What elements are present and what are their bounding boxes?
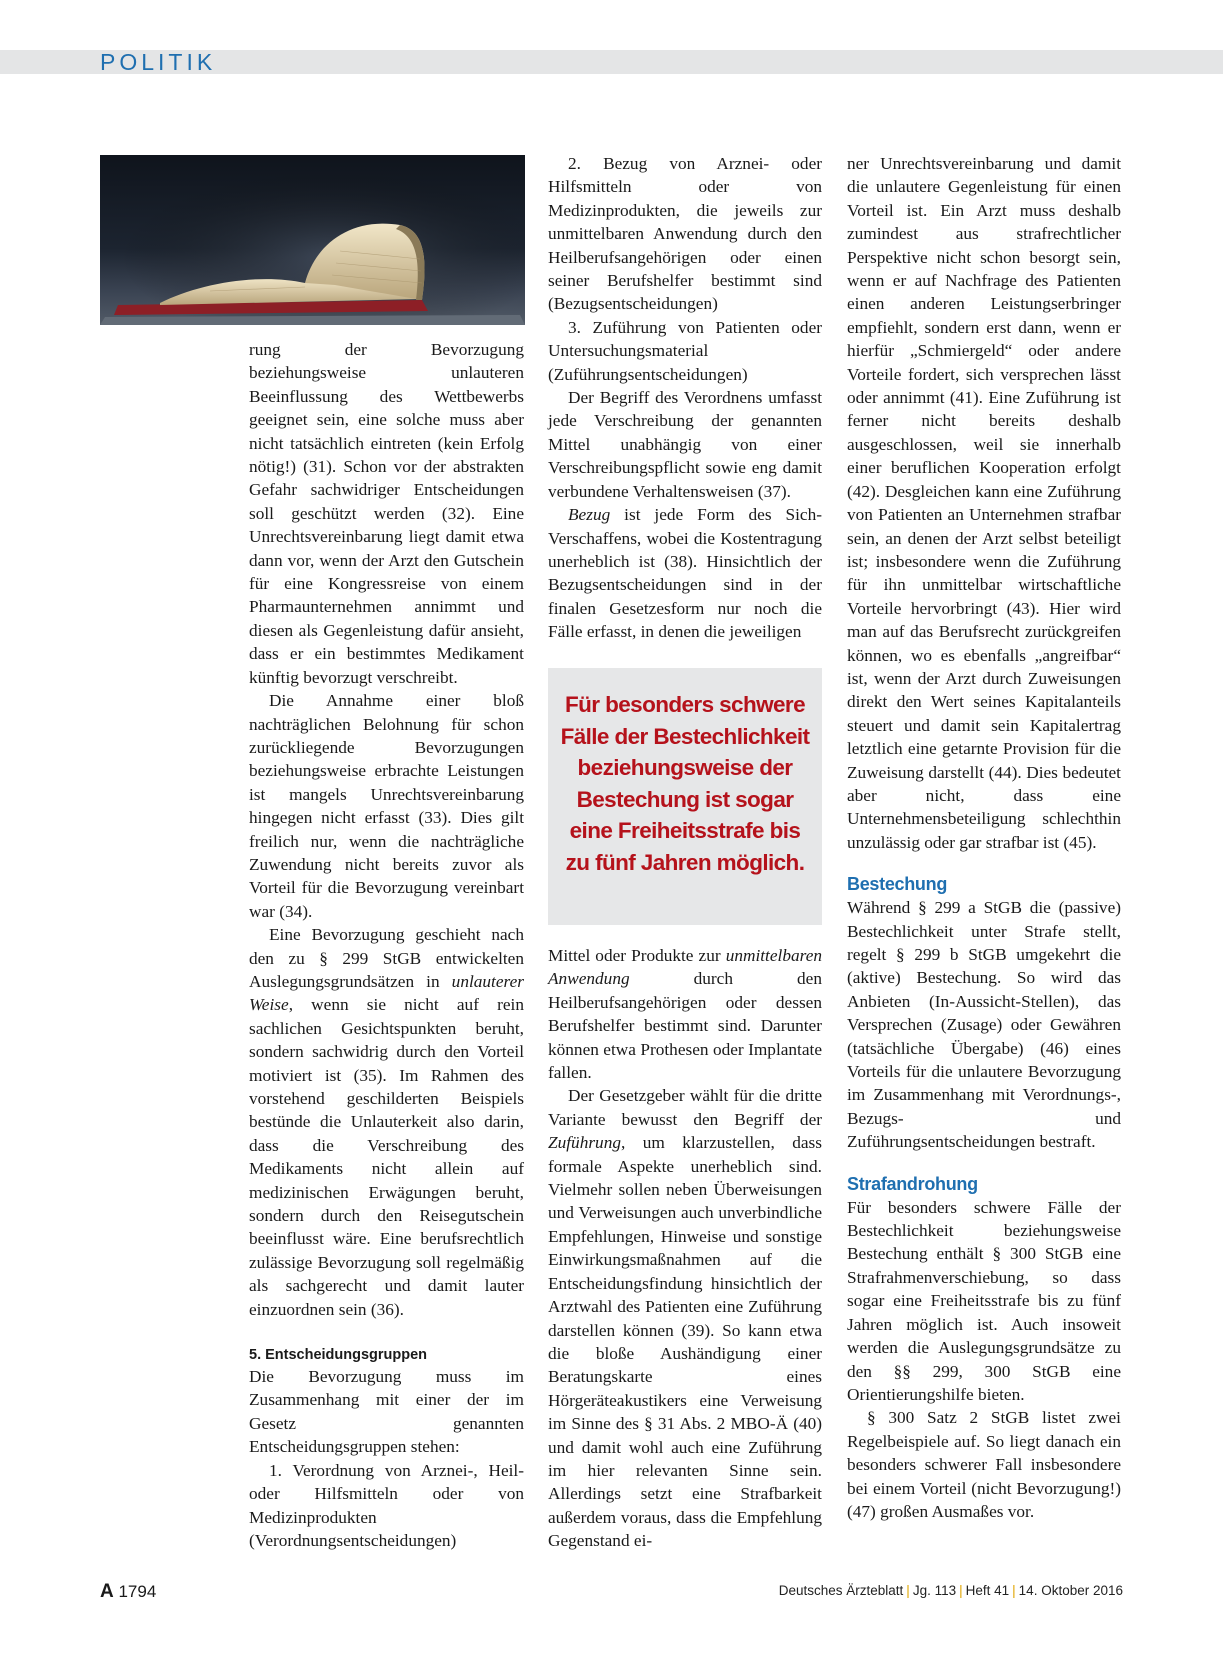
text-column-2 [548, 152, 822, 644]
journal-volume: Jg. 113 [912, 1583, 957, 1598]
text-run: , um klarzustellen, dass formale Aspekte unerheblich sind. Vielmehr sollen neben Überweisungen und Verweisungen auch unverbindliche Empfehlungen, Hinweise und sonstige Einwirkungsmaßnahmen auf die Entscheidungsfindung hinsichtlich der Arztwahl des Patienten eine Zuführung darstellen können (39). So kann etwa die bloße Aushändigung einer Beratungskarte eines Hörgeräteakustikers eine Verweisung im Sinne des § 31 Abs. 2 MBO-Ä (40) und damit wohl auch eine Zuführung im hier relevanten Sinne sein. Allerdings setzt eine Strafbarkeit außerdem voraus, dass die Empfehlung Gegenstand ei- [548, 1133, 822, 1551]
section-heading-bestechung: Bestechung [847, 874, 948, 895]
journal-name: Deutsches Ärzteblatt [778, 1583, 904, 1598]
body-paragraph [548, 1084, 822, 1552]
body-paragraph [548, 503, 822, 643]
section-label: POLITIK [100, 49, 217, 75]
separator: | [1012, 1583, 1016, 1598]
text-column-3 [847, 152, 1121, 1523]
text-run: Eine Bevorzugung geschieht nach den zu § 299 StGB entwickelten Auslegungsgrundsätzen in [249, 925, 524, 991]
text-column-1 [249, 338, 524, 1552]
body-paragraph: rung der Bevorzugung beziehungsweise unlauteren Beeinflussung des Wettbewerbs geeignet sein, eine solche muss aber nicht tatsächlich eintreten (kein Erfolg nötig!) (31). Schon vor der abstrakten Gefahr sachwidriger Entscheidungen soll geschützt werden (32). Eine Unrechtsvereinbarung liegt damit etwa dann vor, wenn der Arzt den Gutschein für eine Kongressreise von einem Pharmaunternehmen annimmt und diesen als Gegenleistung dafür ansieht, dass er ein bestimmtes Medikament künftig bevorzugt verschreibt. [249, 340, 524, 687]
text-run: , wenn sie nicht auf rein sachlichen Gesichtspunkten beruht, sondern sachwidrig durch den Vorteil motiviert ist (35). Im Rahmen des vorstehend geschilderten Beispiels bestünde die Unlauterkeit also darin, dass die Verschreibung des Medikaments nicht allein auf medizinischen Erwägungen beruht, sondern durch den Reisegutschein beeinflusst wäre. Eine berufsrechtlich zulässige Bevorzugung soll regelmäßig als sachgerecht und damit lauter einzuordnen sein (36). [249, 995, 524, 1319]
body-paragraph: Die Annahme einer bloß nachträglichen Belohnung für schon zurückliegende Bevorzugungen beziehungsweise erbrachte Leistungen ist mangels Unrechtsvereinbarung hingegen nicht erfasst (33). Dies gilt freilich nur, wenn die nachträgliche Zuwendung nicht bereits zuvor als Vorteil für die Bevorzugung vereinbart war (34). [249, 691, 524, 921]
list-item: 3. Zuführung von Patienten oder Untersuchungsmaterial (Zuführungsentscheidungen) [548, 317, 822, 384]
text-run: durch den Heilberufsangehörigen oder dessen Berufshelfer bestimmt sind. Darunter können etwa Prothesen oder Implantate fallen. [548, 969, 822, 1083]
page-number-value: 1794 [118, 1582, 157, 1601]
section-heading-strafandrohung: Strafandrohung [847, 1173, 978, 1194]
list-item: 1. Verordnung von Arznei-, Heil- oder Hilfsmitteln oder von Medizinprodukten (Verordnungsentscheidungen) [249, 1460, 524, 1550]
journal-issue: Heft 41 [965, 1583, 1010, 1598]
text-run: ist jede Form des Sich-Verschaffens, wobei die Kostentragung unerheblich ist (38). Hinsichtlich der Bezugsentscheidungen sind in der finalen Gesetzesform nur noch die Fälle erfasst, in denen die jeweiligen [548, 505, 822, 642]
body-paragraph: ner Unrechtsvereinbarung und damit die unlautere Gegenleistung für einen Vorteil ist. Ein Arzt muss deshalb zumindest aus strafrechtlicher Perspektive nicht schon besorgt sein, wenn er auf Nachfrage des Patienten einen anderen Leistungserbringer empfiehlt, sondern erst dann, wenn er hierfür „Schmiergeld“ oder andere Vorteile fordert, sich versprechen lässt oder annimmt (41). Eine Zuführung ist ferner nicht bereits deshalb ausgeschlossen, weil sie innerhalb einer beruflichen Kooperation erfolgt (42). Desgleichen kann eine Zuführung von Patienten an Unternehmen strafbar sein, an denen der Arzt selbst beteiligt ist; insbesondere wenn die Zuführung für ihn unmittelbar wirtschaftliche Vorteile hervorbringt (43). Hier wird man auf das Berufsrecht zurückgreifen können, wo es ebenfalls „angreifbar“ ist, wenn der Arzt durch Zuweisungen direkt den Wert seines Kapitalanteils steuert und damit sein Kapitalertrag letztlich eine getarnte Provision für die Zuweisung darstellt (44). Dies bedeutet aber nicht, dass eine Unternehmensbeteiligung schlechthin unzulässig oder gar strafbar ist (45). [847, 154, 1121, 852]
text-column-2-continued [548, 944, 822, 1553]
body-paragraph: Der Begriff des Verordnens umfasst jede Verschreibung der genannten Mittel unabhängig von einer Verschreibungspflicht sowie eng damit verbundene Verhaltensweisen (37). [548, 388, 822, 501]
separator: | [959, 1583, 963, 1598]
text-run: Der Gesetzgeber wählt für die dritte Variante bewusst den Begriff der [548, 1086, 822, 1129]
body-paragraph: Während § 299 a StGB die (passive) Bestechlichkeit unter Strafe stellt, regelt § 299 b StGB umgekehrt die (aktive) Bestechung. So wird das Anbieten (In-Aussicht-Stellen), das Versprechen (Zusage) oder Gewähren (tatsächliche Übergabe) (46) eines Vorteils für die unlautere Bevorzugung im Zusammenhang mit Verordnungs-, Bezugs- und Zuführungsentscheidungen bestraft. [847, 898, 1121, 1152]
body-paragraph: Die Bevorzugung muss im Zusammenhang mit einer der im Gesetz genannten Entscheidungsgruppen stehen: [249, 1367, 524, 1457]
page-letter: A [100, 1581, 114, 1602]
pull-quote: Für besonders schwere Fälle der Bestechlichkeit beziehungsweise der Bestechung ist sogar eine Freiheitsstrafe bis zu fünf Jahren möglich. [548, 668, 822, 925]
open-book-image [100, 155, 525, 325]
text-run: Mittel oder Produkte zur [548, 946, 726, 965]
emphasis-text: Zuführung [548, 1133, 621, 1153]
page-number [100, 1581, 156, 1603]
body-paragraph [249, 923, 524, 1321]
emphasis-text: unmittelbaren Anwendung [548, 946, 822, 989]
separator: | [906, 1583, 910, 1598]
subsection-heading: 5. Entscheidungsgruppen [249, 1347, 428, 1364]
open-book-illustration [100, 155, 525, 325]
journal-info [779, 1583, 1123, 1598]
journal-date: 14. Oktober 2016 [1018, 1583, 1123, 1598]
body-paragraph [548, 944, 822, 1084]
emphasis-text: Bezug [568, 505, 611, 525]
list-item: 2. Bezug von Arznei- oder Hilfsmitteln oder von Medizinprodukten, die jeweils zur unmittelbaren Anwendung durch den Heilberufsangehörigen oder einen seiner Berufshelfer bestimmt sind (Bezugsentscheidungen) [548, 154, 822, 314]
body-paragraph: Für besonders schwere Fälle der Bestechlichkeit beziehungsweise Bestechung enthält § 300 StGB eine Strafrahmenverschiebung, so dass sogar eine Freiheitsstrafe bis zu fünf Jahren möglich ist. Auch insoweit werden die Auslegungsgrundsätze zu den §§ 299, 300 StGB eine Orientierungshilfe bieten. [847, 1197, 1121, 1404]
body-paragraph: § 300 Satz 2 StGB listet zwei Regelbeispiele auf. So liegt danach ein besonders schwerer Fall insbesondere bei einem Vorteil (nicht Bevorzugung!) (47) großen Ausmaßes vor. [847, 1408, 1121, 1521]
emphasis-text: unlauterer Weise [249, 971, 524, 1015]
